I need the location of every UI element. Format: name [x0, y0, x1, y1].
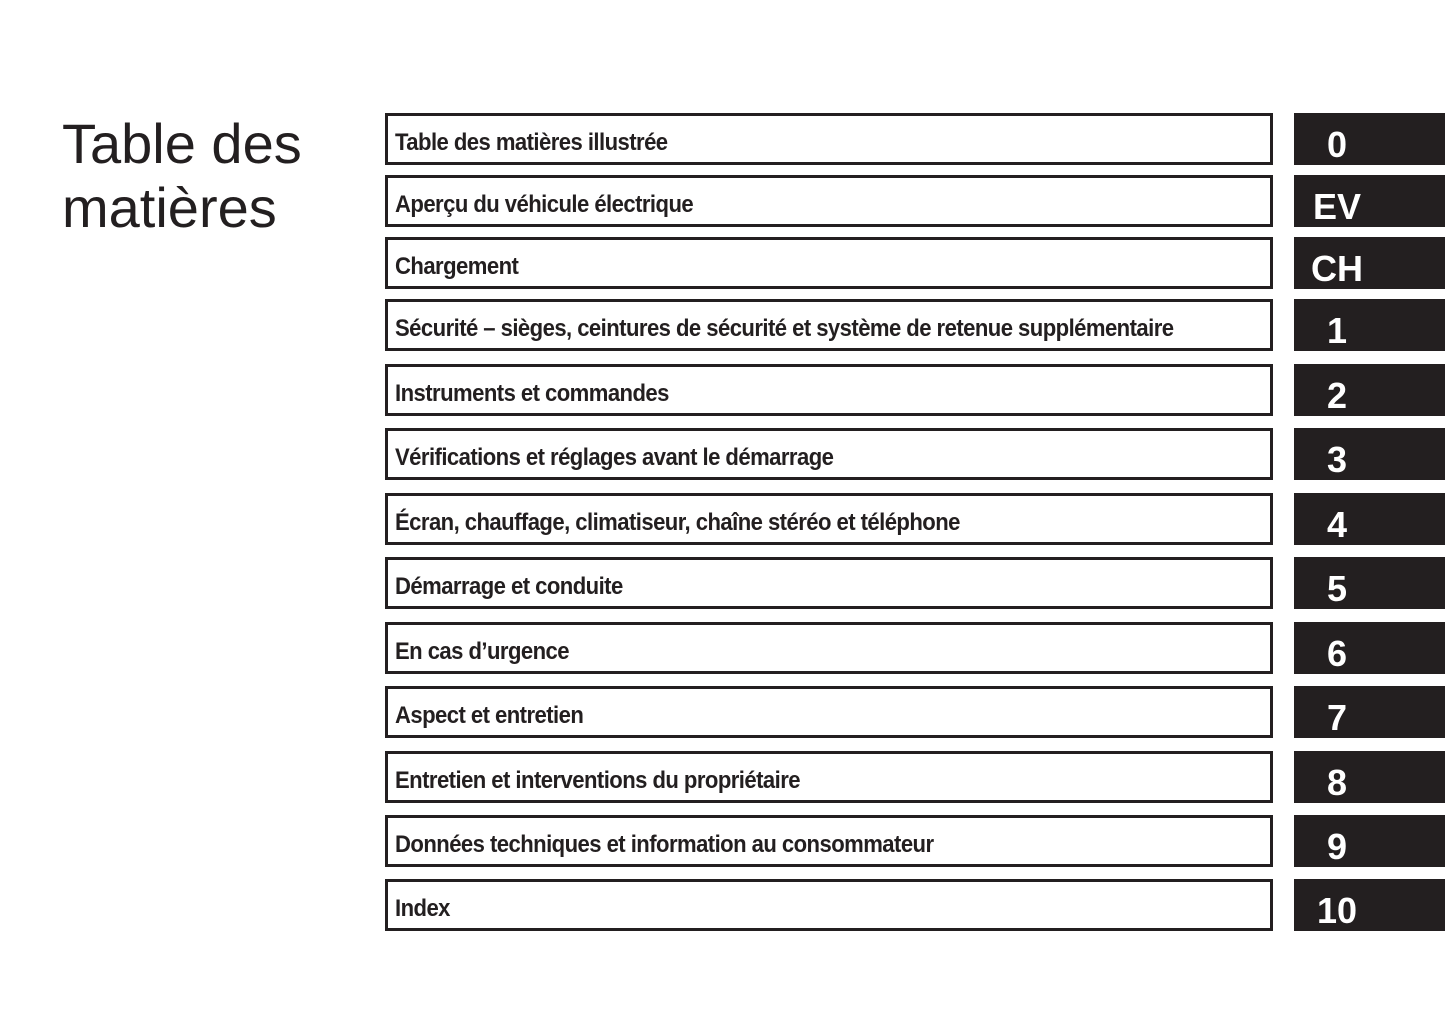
toc-item-label: En cas d’urgence	[395, 638, 570, 665]
toc-item-box[interactable]	[385, 237, 1273, 289]
toc-item-label: Écran, chauffage, climatiseur, chaîne stéréo et téléphone	[395, 509, 960, 536]
toc-item-box[interactable]	[385, 493, 1273, 545]
section-tab-4[interactable]	[1294, 493, 1445, 545]
toc-item-box[interactable]	[385, 113, 1273, 165]
section-tab-5[interactable]	[1294, 557, 1445, 609]
toc-item-label: Données techniques et information au consommateur	[395, 831, 934, 858]
toc-item-instruments[interactable]	[385, 364, 1445, 416]
toc-item-box[interactable]	[385, 622, 1273, 674]
toc-item-label: Aperçu du véhicule électrique	[395, 191, 694, 218]
section-tab-ch[interactable]	[1294, 237, 1445, 289]
toc-item-label: Chargement	[395, 253, 519, 280]
toc-item-label: Entretien et interventions du propriétaire	[395, 767, 801, 794]
section-tab-label: 2	[1326, 375, 1348, 416]
toc-item-starting-driving[interactable]	[385, 557, 1445, 609]
toc-item-pre-start-checks[interactable]	[385, 428, 1445, 480]
section-tab-8[interactable]	[1294, 751, 1445, 803]
section-tab-2[interactable]	[1294, 364, 1445, 416]
section-tab-label: 10	[1316, 890, 1358, 931]
toc-item-ev-overview[interactable]	[385, 175, 1445, 227]
toc-item-box[interactable]	[385, 299, 1273, 351]
section-tab-label: EV	[1312, 186, 1362, 227]
toc-item-index[interactable]	[385, 879, 1445, 931]
toc-item-label: Sécurité – sièges, ceintures de sécurité et système de retenue supplémentaire	[395, 315, 1174, 342]
toc-item-box[interactable]	[385, 428, 1273, 480]
section-tab-ev[interactable]	[1294, 175, 1445, 227]
toc-item-label: Démarrage et conduite	[395, 573, 623, 600]
page-title	[62, 112, 362, 240]
section-tab-label: CH	[1311, 248, 1363, 289]
section-tab-label: 7	[1326, 697, 1348, 738]
section-tab-label: 8	[1326, 762, 1348, 803]
page-title-line-1: Table des	[62, 112, 302, 175]
section-tab-0[interactable]	[1294, 113, 1445, 165]
toc-item-box[interactable]	[385, 175, 1273, 227]
toc-item-label: Index	[395, 895, 450, 922]
toc-item-label: Vérifications et réglages avant le démarrage	[395, 444, 834, 471]
section-tab-3[interactable]	[1294, 428, 1445, 480]
toc-item-technical-data[interactable]	[385, 815, 1445, 867]
toc-item-box[interactable]	[385, 364, 1273, 416]
section-tab-label: 9	[1326, 826, 1348, 867]
toc-item-box[interactable]	[385, 815, 1273, 867]
toc-item-owner-maintenance[interactable]	[385, 751, 1445, 803]
section-tab-label: 3	[1326, 439, 1348, 480]
section-tab-label: 4	[1326, 504, 1348, 545]
section-tab-label: 6	[1326, 633, 1348, 674]
toc-item-box[interactable]	[385, 751, 1273, 803]
toc-item-appearance-care[interactable]	[385, 686, 1445, 738]
toc-item-box[interactable]	[385, 686, 1273, 738]
page-title-line-2: matières	[62, 176, 277, 239]
toc-item-display-heating-audio[interactable]	[385, 493, 1445, 545]
toc-item-safety[interactable]	[385, 299, 1445, 351]
section-tab-7[interactable]	[1294, 686, 1445, 738]
section-tab-label: 1	[1326, 310, 1348, 351]
section-tab-9[interactable]	[1294, 815, 1445, 867]
toc-item-label: Aspect et entretien	[395, 702, 584, 729]
section-tab-label: 5	[1326, 568, 1348, 609]
toc-item-label: Instruments et commandes	[395, 380, 669, 407]
toc-item-charging[interactable]	[385, 237, 1445, 289]
toc-item-illustrated-contents[interactable]	[385, 113, 1445, 165]
section-tab-6[interactable]	[1294, 622, 1445, 674]
section-tab-label: 0	[1326, 124, 1348, 165]
toc-item-box[interactable]	[385, 879, 1273, 931]
section-tab-10[interactable]	[1294, 879, 1445, 931]
section-tab-1[interactable]	[1294, 299, 1445, 351]
toc-item-label: Table des matières illustrée	[395, 129, 668, 156]
toc-item-emergency[interactable]	[385, 622, 1445, 674]
toc-item-box[interactable]	[385, 557, 1273, 609]
